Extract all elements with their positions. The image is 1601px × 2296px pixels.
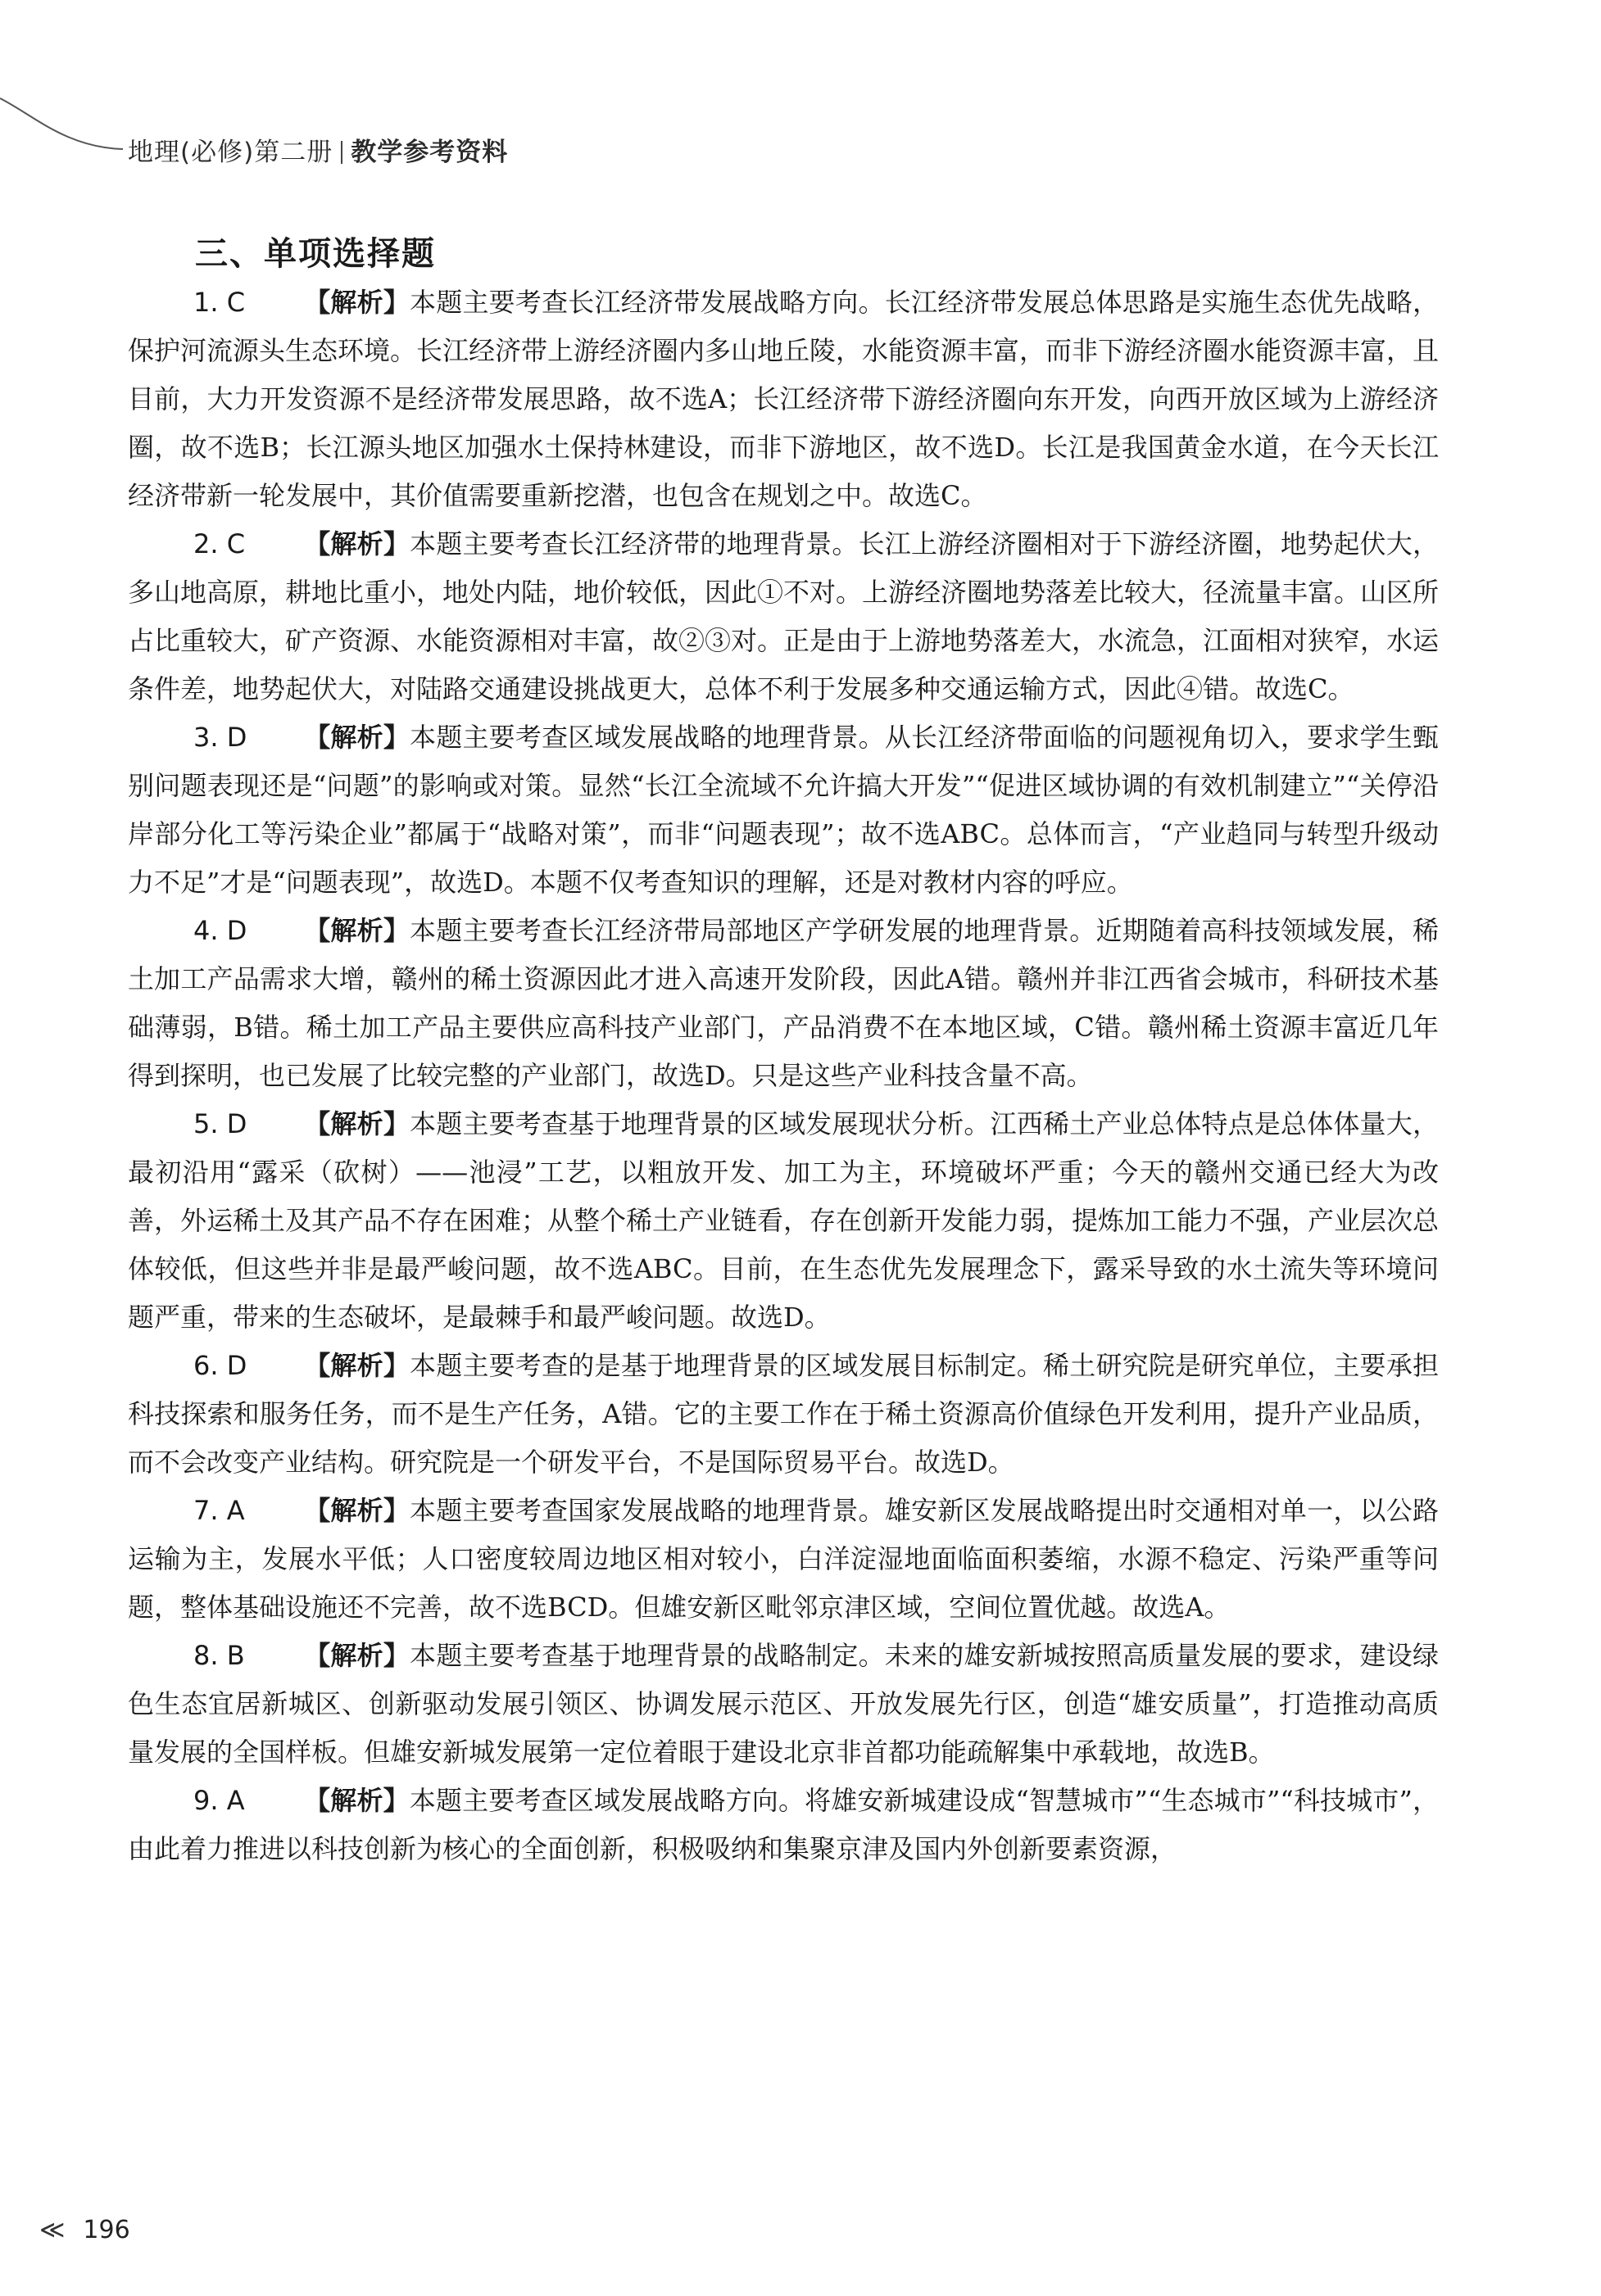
answer-item (128, 1632, 1439, 1777)
answer-number: 4. D (193, 915, 247, 946)
answer-item (128, 1100, 1439, 1342)
analysis-tag: 【解析】 (304, 1640, 410, 1671)
answer-item (128, 1777, 1439, 1873)
answer-number: 7. A (193, 1495, 245, 1526)
page-header (0, 90, 1601, 188)
page-footer (39, 2216, 130, 2244)
answer-text: 本题主要考查长江经济带发展战略方向。长江经济带发展总体思路是实施生态优先战略，保护河流源头生态环境。长江经济带上游经济圈内多山地丘陵，水能资源丰富，而非下游经济圈水能资源丰富，且目前，大力开发资源不是经济带发展思路，故不选A；长江经济带下游经济圈向东开发，向西开放区域为上游经济圈，故不选B；长江源头地区加强水土保持林建设，而非下游地区，故不选D。长江是我国黄金水道，在今天长江经济带新一轮发展中，其价值需要重新挖潜，也包含在规划之中。故选C。 (128, 287, 1440, 511)
answer-item (128, 907, 1439, 1100)
answer-text: 本题主要考查长江经济带局部地区产学研发展的地理背景。近期随着高科技领域发展，稀土加工产品需求大增，赣州的稀土资源因此才进入高速开发阶段，因此A错。赣州并非江西省会城市，科研技术基础薄弱，B错。稀土加工产品主要供应高科技产业部门，产品消费不在本地区域，C错。赣州稀土资源丰富近几年得到探明，也已发展了比较完整的产业部门，故选D。只是这些产业科技含量不高。 (128, 915, 1439, 1091)
analysis-tag: 【解析】 (304, 722, 410, 753)
answer-item (128, 1342, 1439, 1487)
answer-number: 9. A (193, 1785, 245, 1816)
book-subtitle: 教学参考资料 (351, 138, 509, 167)
analysis-tag: 【解析】 (304, 528, 410, 559)
analysis-tag: 【解析】 (304, 1785, 410, 1816)
header-curve-decoration (0, 90, 131, 164)
header-separator (341, 141, 342, 164)
answer-number: 6. D (193, 1350, 247, 1381)
answer-item (128, 520, 1439, 713)
answer-item (128, 279, 1439, 520)
answer-text: 本题主要考查区域发展战略方向。将雄安新城建设成“智慧城市”“生态城市”“科技城市”，由此着力推进以科技创新为核心的全面创新，积极吸纳和集聚京津及国内外创新要素资源， (128, 1785, 1439, 1864)
answer-text: 本题主要考查区域发展战略的地理背景。从长江经济带面临的问题视角切入，要求学生甄别问题表现还是“问题”的影响或对策。显然“长江全流域不允许搞大开发”“促进区域协调的有效机制建立”“关停沿岸部分化工等污染企业”都属于“战略对策”，而非“问题表现”；故不选ABC。总体而言，“产业趋同与转型升级动力不足”才是“问题表现”，故选D。本题不仅考查知识的理解，还是对教材内容的呼应。 (128, 722, 1439, 898)
answer-item (128, 1487, 1439, 1632)
header-title (128, 131, 508, 168)
double-chevron-left-icon: ≪ (39, 2216, 66, 2244)
answer-list (128, 279, 1439, 1873)
analysis-tag: 【解析】 (304, 1350, 410, 1381)
analysis-tag: 【解析】 (304, 1495, 410, 1526)
answer-text: 本题主要考查国家发展战略的地理背景。雄安新区发展战略提出时交通相对单一，以公路运输为主，发展水平低；人口密度较周边地区相对较小，白洋淀湿地面临面积萎缩，水源不稳定、污染严重等问题，整体基础设施还不完善，故不选BCD。但雄安新区毗邻京津区域，空间位置优越。故选A。 (128, 1495, 1439, 1623)
analysis-tag: 【解析】 (304, 287, 410, 318)
book-title: 地理(必修)第二册 (128, 138, 333, 167)
answer-text: 本题主要考查基于地理背景的战略制定。未来的雄安新城按照高质量发展的要求，建设绿色生态宜居新城区、创新驱动发展引领区、协调发展示范区、开放发展先行区，创造“雄安质量”，打造推动高质量发展的全国样板。但雄安新城发展第一定位着眼于建设北京非首都功能疏解集中承载地，故选B。 (128, 1640, 1439, 1768)
answer-text: 本题主要考查基于地理背景的区域发展现状分析。江西稀土产业总体特点是总体体量大，最初沿用“露采（砍树）——池浸”工艺，以粗放开发、加工为主，环境破坏严重；今天的赣州交通已经大为改善，外运稀土及其产品不存在困难；从整个稀土产业链看，存在创新开发能力弱，提炼加工能力不强，产业层次总体较低，但这些并非是最严峻问题，故不选ABC。目前，在生态优先发展理念下，露采导致的水土流失等环境问题严重，带来的生态破坏，是最棘手和最严峻问题。故选D。 (128, 1108, 1440, 1333)
answer-number: 8. B (193, 1640, 245, 1671)
answer-number: 5. D (193, 1108, 247, 1139)
answer-item (128, 713, 1439, 907)
answer-number: 2. C (193, 528, 246, 559)
page-number: 196 (83, 2216, 130, 2244)
answer-text: 本题主要考查长江经济带的地理背景。长江上游经济圈相对于下游经济圈，地势起伏大，多山地高原，耕地比重小，地处内陆，地价较低，因此①不对。上游经济圈地势落差比较大，径流量丰富。山区所占比重较大，矿产资源、水能资源相对丰富，故②③对。正是由于上游地势落差大，水流急，江面相对狭窄，水运条件差，地势起伏大，对陆路交通建设挑战更大，总体不利于发展多种交通运输方式，因此④错。故选C。 (128, 528, 1440, 704)
answer-text: 本题主要考查的是基于地理背景的区域发展目标制定。稀土研究院是研究单位，主要承担科技探索和服务任务，而不是生产任务，A错。它的主要工作在于稀土资源高价值绿色开发利用，提升产业品质，而不会改变产业结构。研究院是一个研发平台，不是国际贸易平台。故选D。 (128, 1350, 1439, 1478)
answer-number: 3. D (193, 722, 247, 753)
answer-number: 1. C (193, 287, 246, 318)
analysis-tag: 【解析】 (304, 1108, 410, 1139)
analysis-tag: 【解析】 (304, 915, 410, 946)
section-heading: 三、单项选择题 (195, 235, 436, 273)
